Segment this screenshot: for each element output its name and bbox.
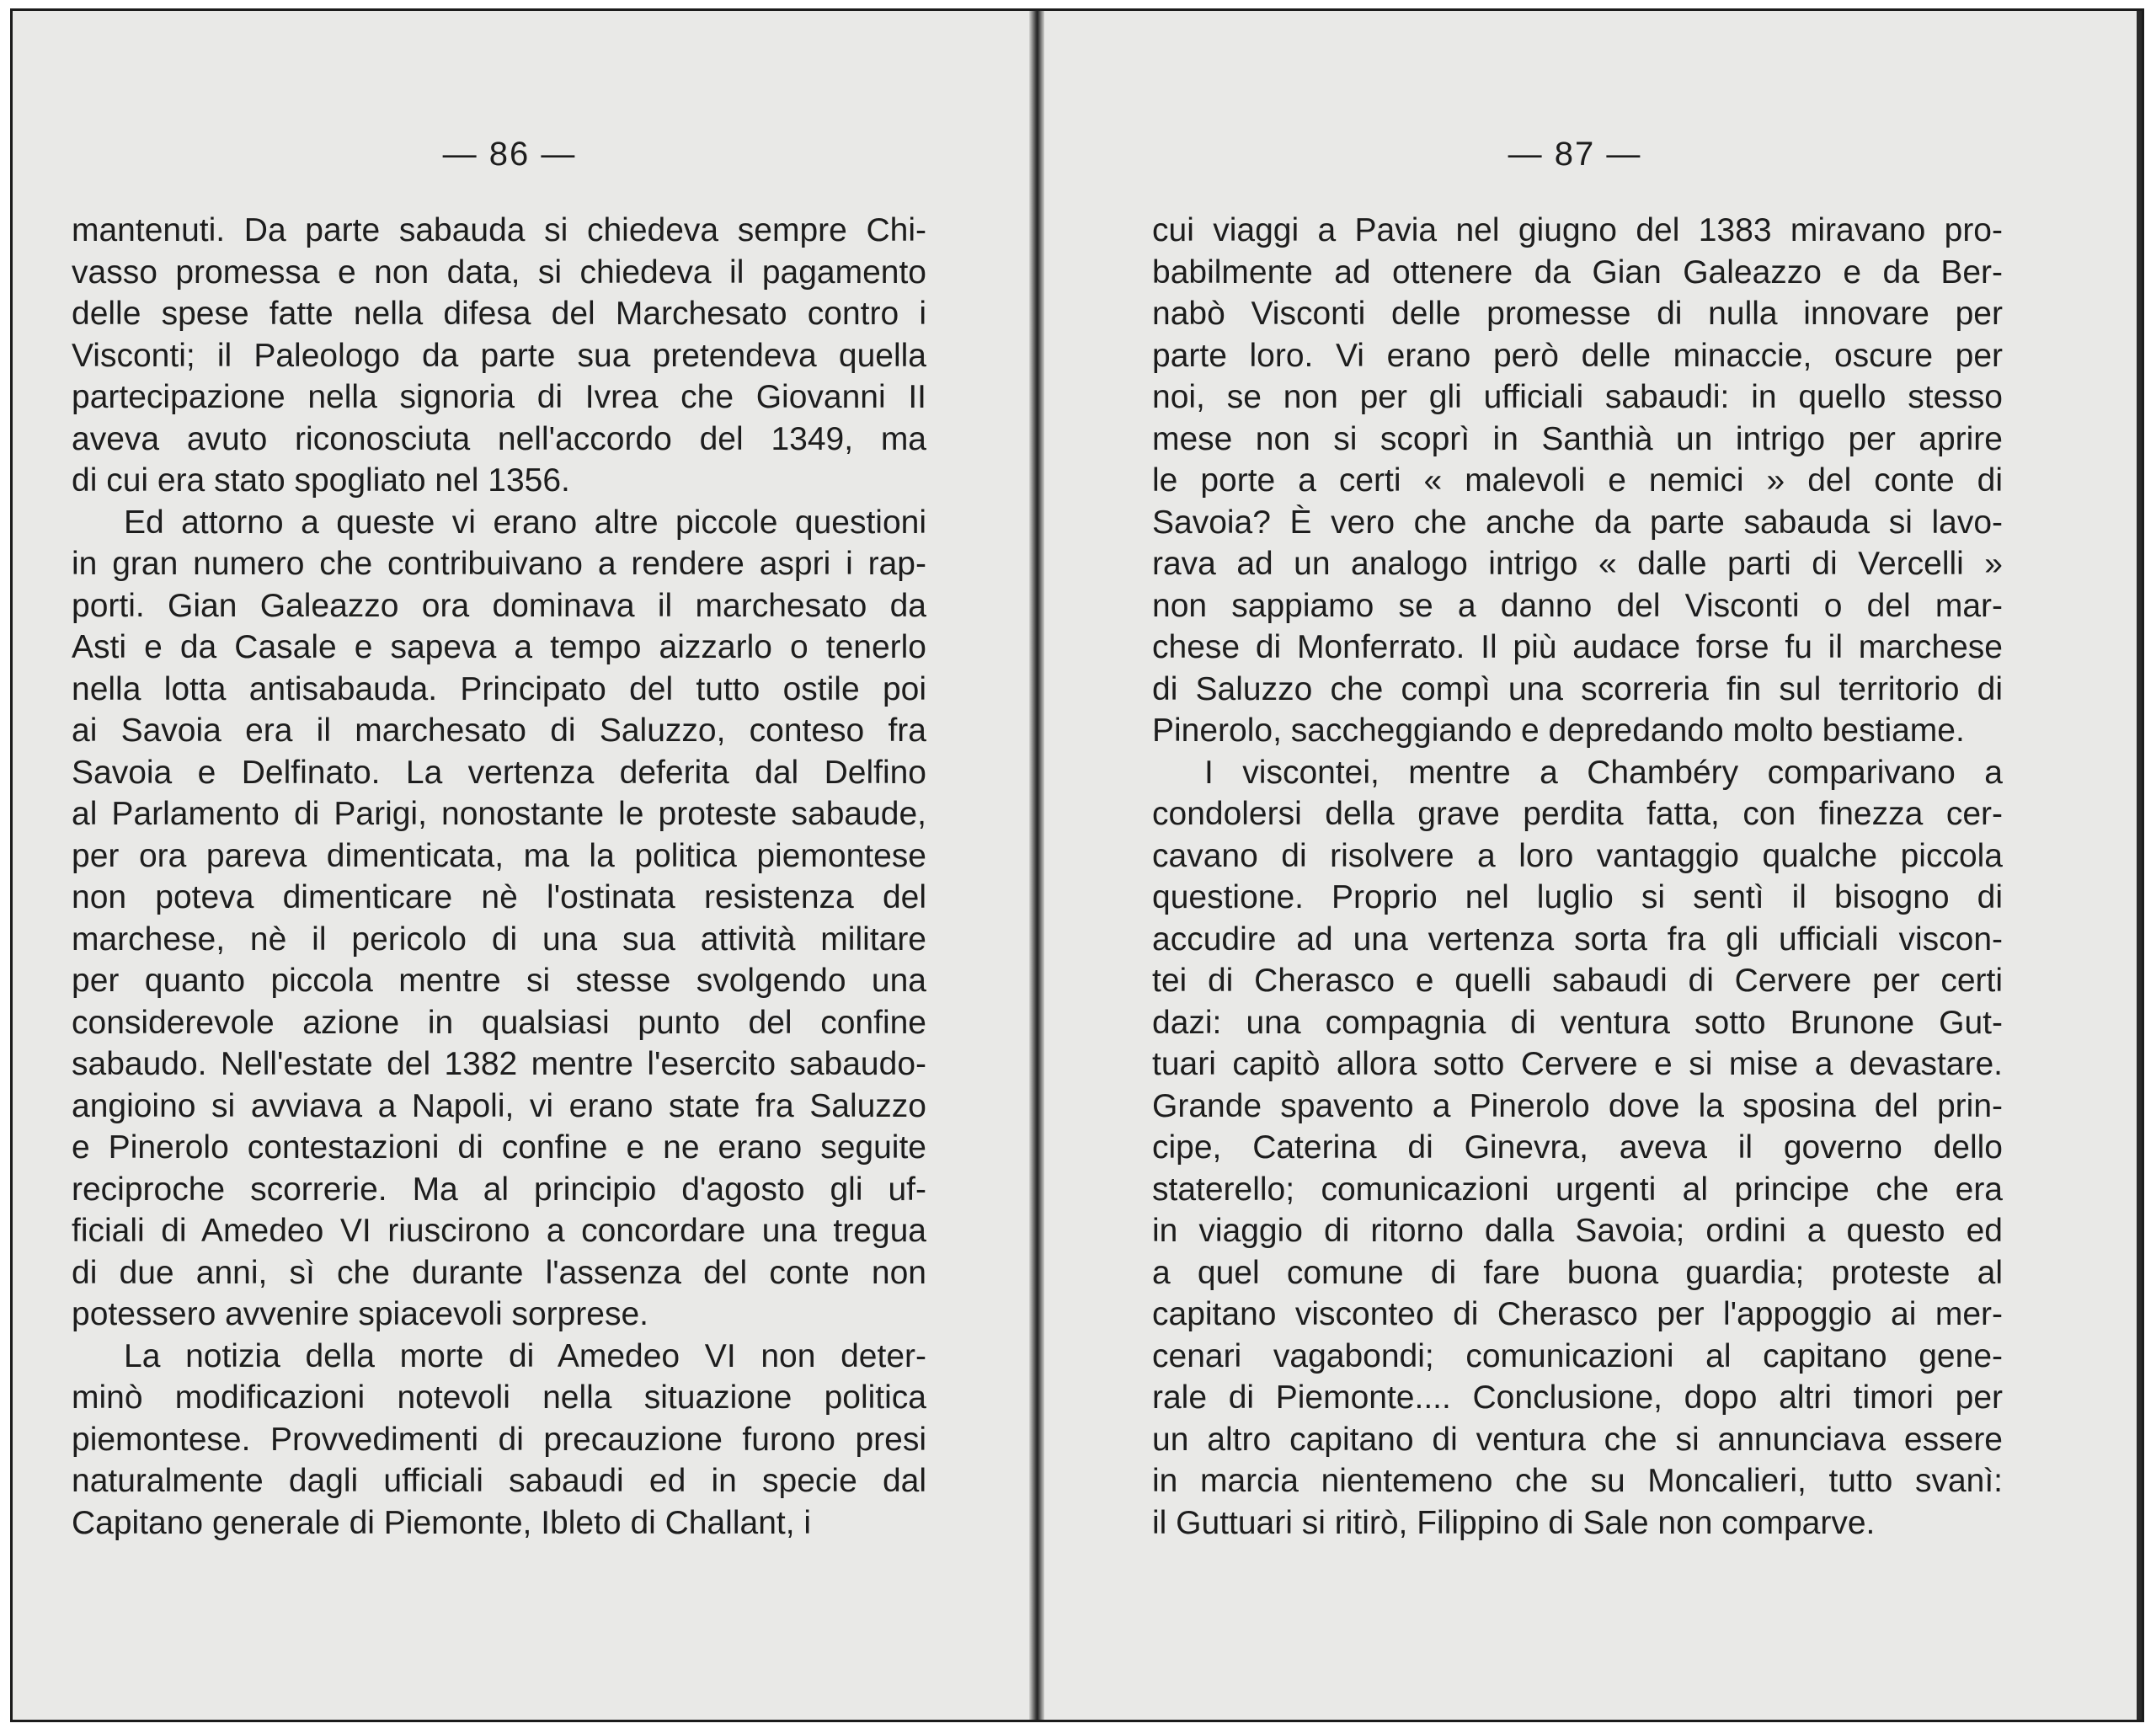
text-line: reciproche scorrerie. Ma al principio d'agosto gli uf- <box>72 1171 926 1208</box>
text-line: per quanto piccola mentre si stesse svolgendo una <box>72 963 926 999</box>
text-line: condolersi della grave perdita fatta, con finezza cer- <box>1152 796 2003 832</box>
text-line: porti. Gian Galeazzo ora dominava il marchesato da <box>72 587 926 624</box>
right-page <box>1044 11 2142 1720</box>
text-line: questione. Proprio nel luglio si sentì il bisogno di <box>1152 879 2003 915</box>
text-line: vasso promessa e non data, si chiedeva il pagamento <box>72 253 926 291</box>
text-line: di cui era stato spogliato nel 1356. <box>72 462 570 499</box>
text-line: parte loro. Vi erano però delle minaccie, oscure per <box>1152 337 2003 374</box>
text-line: tuari capitò allora sotto Cervere e si mise a devastare. <box>1152 1046 2003 1082</box>
text-line: tei di Cherasco e quelli sabaudi di Cervere per certi <box>1152 963 2003 999</box>
text-line: aveva avuto riconosciuta nell'accordo del 1349, ma <box>72 420 926 457</box>
text-line: Savoia e Delfinato. La vertenza deferita dal Delfino <box>72 754 926 791</box>
text-line: di Saluzzo che compì una scorreria fin sul territorio di <box>1152 670 2003 707</box>
text-line: marchese, nè il pericolo di una sua attività militare <box>72 920 926 958</box>
text-line: Visconti; il Paleologo da parte sua pretendeva quella <box>72 337 926 374</box>
text-line: accudire ad una vertenza sorta fra gli ufficiali viscon- <box>1152 920 2003 958</box>
text-line: cenari vagabondi; comunicazioni al capitano gene- <box>1152 1337 2003 1374</box>
text-line: in marcia nientemeno che su Moncalieri, tutto svanì: <box>1152 1463 2003 1499</box>
text-line: Pinerolo, saccheggiando e depredando molto bestiame. <box>1152 712 1965 749</box>
text-line: piemontese. Provvedimenti di precauzione furono presi <box>72 1421 926 1458</box>
text-line: cui viaggi a Pavia nel giugno del 1383 miravano pro- <box>1152 212 2003 248</box>
text-line: per ora pareva dimenticata, ma la politica piemontese <box>72 837 926 874</box>
page-edge <box>2137 11 2142 1720</box>
text-line: ai Savoia era il marchesato di Saluzzo, conteso fra <box>72 712 926 749</box>
text-line: in viaggio di ritorno dalla Savoia; ordini a questo ed <box>1152 1213 2003 1249</box>
text-line: e Pinerolo contestazioni di confine e ne erano seguite <box>72 1129 926 1166</box>
text-line: di due anni, sì che durante l'assenza del conte non <box>72 1254 926 1291</box>
text-line: non sappiamo se a danno del Visconti o del mar- <box>1152 587 2003 624</box>
text-line: Capitano generale di Piemonte, Ibleto di Challant, i <box>72 1504 812 1541</box>
text-line: dazi: una compagnia di ventura sotto Brunone Gut- <box>1152 1004 2003 1041</box>
book-spread <box>10 8 2144 1722</box>
text-line: minò modificazioni notevoli nella situazione politica <box>72 1379 926 1416</box>
text-line: ficiali di Amedeo VI riuscirono a concordare una tregua <box>72 1213 926 1249</box>
text-line: non poteva dimenticare nè l'ostinata resistenza del <box>72 879 926 915</box>
left-page-number: — 86 — <box>442 136 577 173</box>
text-line: il Guttuari si ritirò, Filippino di Sale non comparve. <box>1152 1504 1876 1541</box>
text-line: staterello; comunicazioni urgenti al principe che era <box>1152 1171 2003 1208</box>
text-line: rale di Piemonte.... Conclusione, dopo altri timori per <box>1152 1379 2003 1416</box>
text-line: angioino si avviava a Napoli, vi erano state fra Saluzzo <box>72 1087 926 1124</box>
text-line: delle spese fatte nella difesa del Marchesato contro i <box>72 296 926 332</box>
text-line: Savoia? È vero che anche da parte sabauda si lavo- <box>1152 504 2003 541</box>
book-gutter <box>1029 11 1044 1720</box>
text-line: sabaudo. Nell'estate del 1382 mentre l'esercito sabaudo- <box>72 1046 926 1082</box>
text-line: Ed attorno a queste vi erano altre piccole questioni <box>124 504 926 541</box>
text-line: Grande spavento a Pinerolo dove la sposina del prin- <box>1152 1087 2003 1124</box>
text-line: mese non si scoprì in Santhià un intrigo per aprire <box>1152 420 2003 457</box>
left-page-text <box>72 210 926 1544</box>
left-page <box>13 11 1029 1720</box>
text-line: I viscontei, mentre a Chambéry comparivano a <box>1204 754 2003 791</box>
text-line: a quel comune di fare buona guardia; proteste al <box>1152 1254 2003 1291</box>
text-line: chese di Monferrato. Il più audace forse fu il marchese <box>1152 629 2003 665</box>
text-line: mantenuti. Da parte sabauda si chiedeva sempre Chi- <box>72 212 926 248</box>
text-line: cipe, Caterina di Ginevra, aveva il governo dello <box>1152 1129 2003 1166</box>
text-line: nella lotta antisabauda. Principato del tutto ostile poi <box>72 670 926 707</box>
text-line: noi, se non per gli ufficiali sabaudi: in quello stesso <box>1152 379 2003 415</box>
right-page-number: — 87 — <box>1508 136 1642 173</box>
text-line: partecipazione nella signoria di Ivrea che Giovanni II <box>72 379 926 415</box>
text-line: cavano di risolvere a loro vantaggio qualche piccola <box>1152 837 2003 874</box>
text-line: Asti e da Casale e sapeva a tempo aizzarlo o tenerlo <box>72 629 926 665</box>
text-line: in gran numero che contribuivano a rendere aspri i rap- <box>72 546 926 582</box>
text-line: nabò Visconti delle promesse di nulla innovare per <box>1152 296 2003 332</box>
text-line: naturalmente dagli ufficiali sabaudi ed in specie dal <box>72 1463 926 1499</box>
text-line: potessero avvenire spiacevoli sorprese. <box>72 1296 649 1332</box>
text-line: rava ad un analogo intrigo « dalle parti di Vercelli » <box>1152 546 2003 582</box>
text-line: un altro capitano di ventura che si annunciava essere <box>1152 1421 2003 1458</box>
text-line: La notizia della morte di Amedeo VI non deter- <box>124 1337 926 1374</box>
text-line: al Parlamento di Parigi, nonostante le proteste sabaude, <box>72 796 926 832</box>
text-line: babilmente ad ottenere da Gian Galeazzo e da Ber- <box>1152 253 2003 291</box>
right-page-text <box>1152 210 2003 1544</box>
text-line: capitano visconteo di Cherasco per l'appoggio ai mer- <box>1152 1296 2003 1332</box>
text-line: le porte a certi « malevoli e nemici » del conte di <box>1152 462 2003 499</box>
text-line: considerevole azione in qualsiasi punto del confine <box>72 1004 926 1041</box>
